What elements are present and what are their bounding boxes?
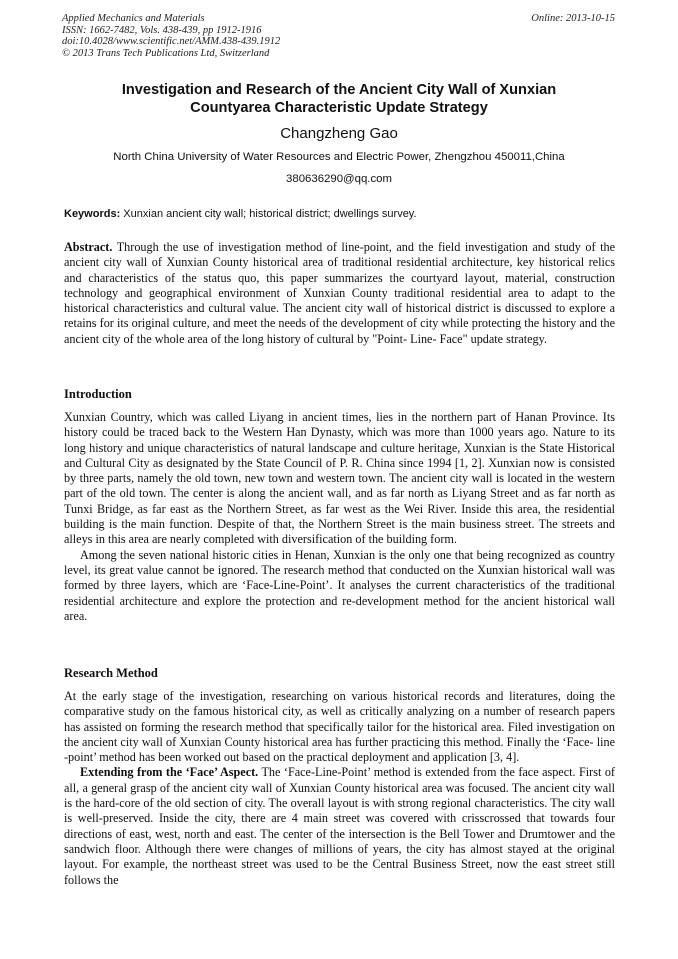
keywords [64, 207, 616, 221]
research-method-body [64, 689, 615, 888]
research-method-paragraph-1: At the early stage of the investigation, researching on various historical records and literatures, doing the comparative study on the famous historical city, as well as critically analyzing on a number of research papers has assisted on forming the research method that specifically tailor for the historical area. Filed investigation on the ancient city wall of Xunxian County historical area has further practicing this method. Finally the ‘Face- line -point’ method has been worked out based on the practical deployment and application [3, 4]. [64, 689, 615, 765]
research-method-paragraph-2 [64, 765, 615, 887]
introduction-paragraph-1: Xunxian Country, which was called Liyang in ancient times, lies in the northern part of Hanan Province. Its history could be traced back to the Western Han Dynasty, which was more than 1000 years ago. Nature to its long history and unique characteristics of natural landscape and culture heritage, Xunxian is the State Historical and Cultural City as designated by the State Council of P. R. China since 1994 [1, 2]. Xunxian now is consisted by three parts, namely the old town, new town and western town. The ancient city wall is located in the western part of the old town. The center is along the ancient wall, and as far north as Liyang Street and as far north as Tunxi Bridge, as far east as the Northern Street, as far west as the Wei River. Inside this area, the residential building is the main function. Despite of that, the Northern Street is the main business street. The streets and alleys in this area are nearly completed with diversification of the building form. [64, 410, 615, 547]
keywords-label: Keywords: [64, 208, 121, 220]
doi-line: doi:10.4028/www.scientific.net/AMM.438-439.1912 [62, 36, 281, 47]
abstract-text: Through the use of investigation method of line-point, and the field investigation and study of the ancient city wall of Xunxian County historical area of traditional residential architecture, key historical relics and characteristics of the status quo, this paper summarizes the courtyard layout, material, construction technology and geographical environment of Xunxian County traditional residential area to adapt to the historical characteristics and cultural value. The ancient city wall of historical district is discussed to explore a retains for its original culture, and meet the needs of the development of city while protecting the history and the ancient city of the whole area of the long history of cultural by "Point- Line- Face" update strategy. [64, 240, 615, 346]
introduction-body [64, 410, 615, 624]
face-aspect-text: The ‘Face-Line-Point’ method is extended from the face aspect. First of all, a general grasp of the ancient city wall of Xunxian County historical area was focused. The ancient city wall is the hard-core of the old section of city. The overall layout is with strong regional characteristics. The city wall is well-preserved. Inside the city, there are 4 main street was covered with crisscrossed that towards four directions of east, west, north and east. The center of the intersection is the Bell Tower and Drumtower and the sandwich floor. Although there were changes of millions of years, the city has almost stayed at the original layout. For example, the northeast street was used to be the Central Business Street, now the east street still follows the [64, 765, 615, 887]
title-line-1: Investigation and Research of the Ancient City Wall of Xunxian [121, 82, 557, 98]
title-line-2: Countyarea Characteristic Update Strategy [190, 100, 488, 116]
author-email: 380636290@qq.com [286, 173, 392, 185]
copyright-line: © 2013 Trans Tech Publications Ltd, Switzerland [62, 47, 270, 59]
journal-info [62, 13, 280, 59]
paper-title [62, 81, 616, 117]
issn-line: ISSN: 1662-7482, Vols. 438-439, pp 1912-1916 [62, 24, 262, 36]
abstract-label: Abstract. [64, 240, 113, 254]
introduction-paragraph-2: Among the seven national historic cities in Henan, Xunxian is the only one that being recognized as country level, its great value cannot be ignored. The research method that conducted on the Xunxian historical wall was formed by three layers, which are ‘Face-Line-Point’. It analyses the current characteristics of the traditional residential architecture and explore the protection and re-development method for the ancient historical wall area. [64, 547, 615, 623]
keywords-text: Xunxian ancient city wall; historical district; dwellings survey. [120, 208, 417, 220]
online-date: Online: 2013-10-15 [531, 13, 615, 24]
face-aspect-lead: Extending from the ‘Face’ Aspect. [80, 765, 259, 780]
author-name: Changzheng Gao [280, 125, 398, 142]
journal-name: Applied Mechanics and Materials [62, 13, 205, 24]
abstract [64, 240, 615, 347]
introduction-heading: Introduction [64, 387, 132, 401]
affiliation: North China University of Water Resources and Electric Power, Zhengzhou 450011,China [113, 151, 565, 163]
research-method-heading: Research Method [64, 666, 158, 680]
